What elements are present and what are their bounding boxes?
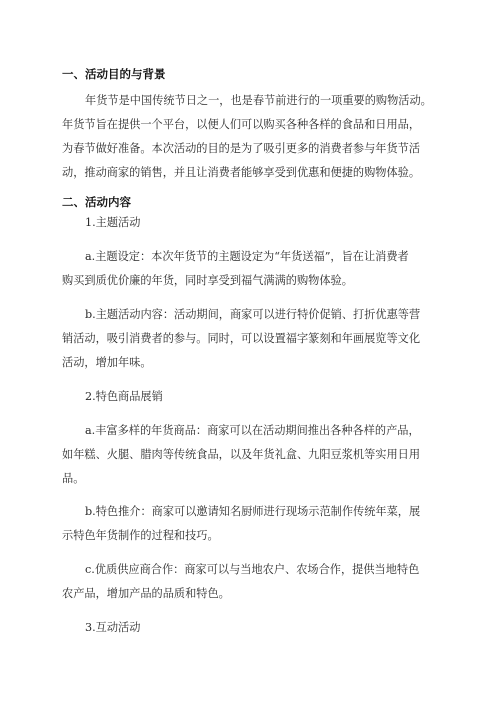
subheading-theme-activity xyxy=(85,211,140,235)
item-line: 农产品，增加产品的品质和特色。 xyxy=(62,587,230,600)
item-line: 销活动，吸引消费者的参与。同时，可以设置福字篆刻和年画展览等文化 xyxy=(62,332,421,345)
paragraph-line: 年货节是中国传统节日之一，也是春节前进行的一项重要的购物活动。 xyxy=(85,94,432,107)
subheading-interactive-activity xyxy=(85,616,140,640)
subheading-line: 3.互动活动 xyxy=(85,621,141,634)
item-line: b.特色推介：商家可以邀请知名厨师进行现场示范制作传统年菜，展 xyxy=(85,505,421,518)
item-line: 购买到质优价廉的年货，同时享受到福气满满的购物体验。 xyxy=(62,274,353,287)
item-theme-content xyxy=(62,303,420,375)
subheading-line: 1.主题活动 xyxy=(85,216,141,229)
item-diverse-goods xyxy=(62,419,420,491)
item-line: b.主题活动内容：活动期间，商家可以进行特价促销、打折优惠等营 xyxy=(85,308,421,321)
item-line: a.丰富多样的年货商品：商家可以在活动期间推出各种各样的产品， xyxy=(85,424,420,437)
item-theme-setting xyxy=(62,245,409,293)
paragraph-line: 年货节旨在提供一个平台，以便人们可以购买各种各样的食品和日用品， xyxy=(62,118,421,131)
paragraph-background xyxy=(62,89,432,185)
item-supplier-cooperation xyxy=(62,558,419,606)
item-line: 示特色年货制作的过程和技巧。 xyxy=(62,529,219,542)
item-line: 品。 xyxy=(62,472,85,485)
item-line: 如年糕、火腿、腊肉等传统食品，以及年货礼盒、九阳豆浆机等实用日用 xyxy=(62,448,421,461)
paragraph-line: 为春节做好准备。本次活动的目的是为了吸引更多的消费者参与年货节活 xyxy=(62,142,421,155)
paragraph-line: 动，推动商家的销售，并且让消费者能够享受到优惠和便捷的购物体验。 xyxy=(62,166,421,179)
item-line: 活动，增加年味。 xyxy=(62,356,152,369)
item-line: a.主题设定：本次年货节的主题设定为“年货送福”，旨在让消费者 xyxy=(85,250,409,263)
section-heading-content: 二、活动内容 xyxy=(62,195,131,209)
subheading-featured-products xyxy=(85,385,163,409)
item-featured-promotion xyxy=(62,500,420,548)
section-heading-purpose: 一、活动目的与背景 xyxy=(62,67,166,81)
item-line: c.优质供应商合作：商家可以与当地农户、农场合作，提供当地特色 xyxy=(85,563,420,576)
subheading-line: 2.特色商品展销 xyxy=(85,390,163,403)
